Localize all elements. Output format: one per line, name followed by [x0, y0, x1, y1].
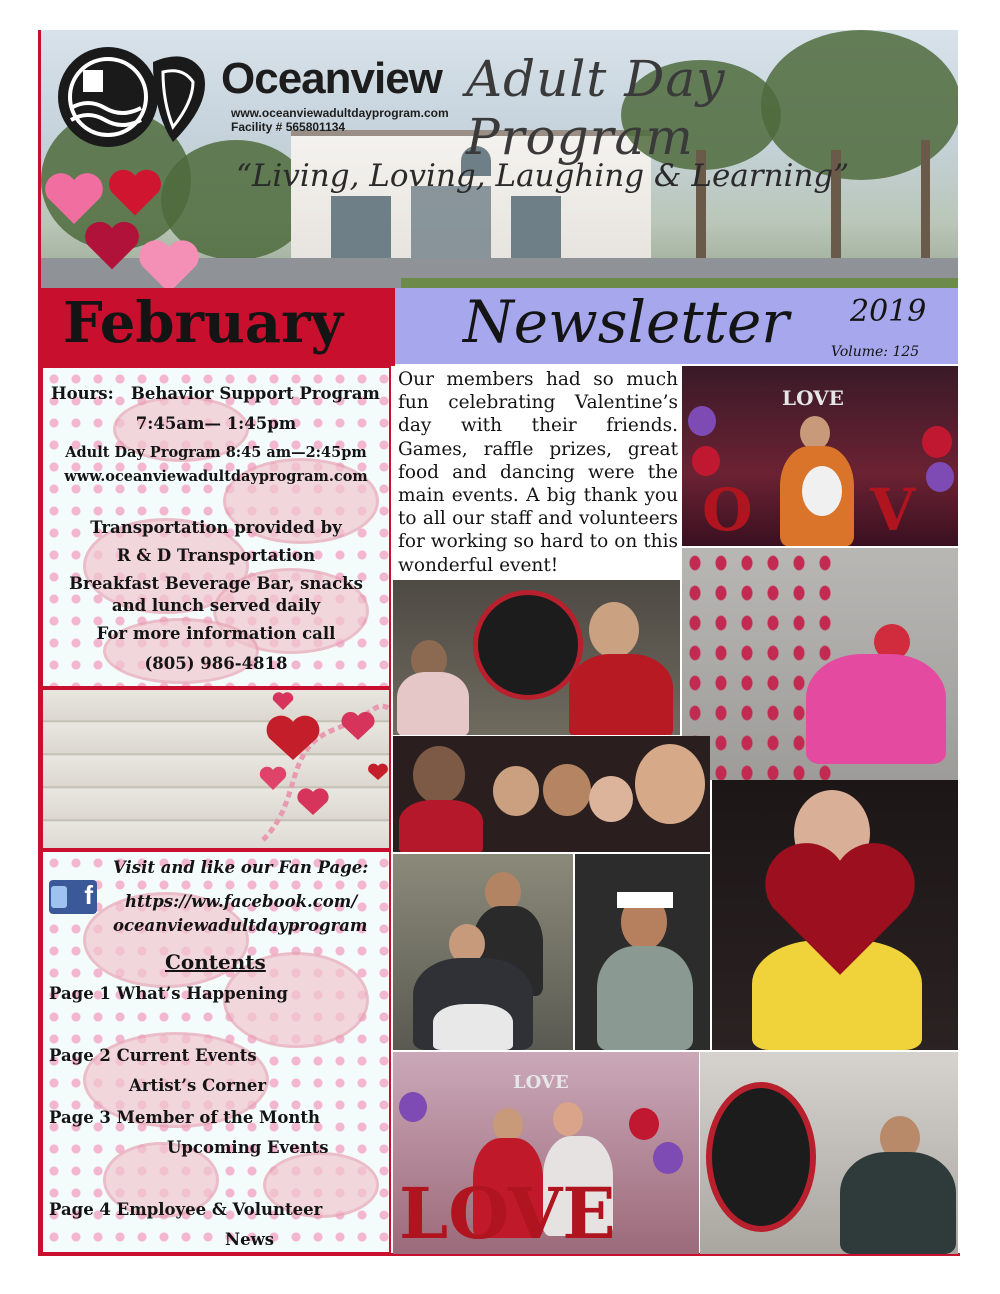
contents-item: Upcoming Events [167, 1138, 329, 1157]
contents-heading: Contents [165, 950, 266, 974]
heart-icon [84, 220, 140, 272]
love-sign-2: LOVE [513, 1072, 569, 1093]
meals-line2: and lunch served daily [111, 596, 321, 615]
heart-icon [108, 168, 162, 218]
photo-smiling-group [393, 736, 710, 852]
program1-name: Behavior Support Program [130, 384, 380, 403]
hours-line [51, 384, 380, 403]
contents-item: Page 4 Employee & Volunteer [49, 1200, 323, 1219]
brand-name: Oceanview [221, 54, 442, 103]
fan-page-panel [41, 850, 391, 1254]
info-panel [41, 366, 391, 688]
heart-icon [44, 172, 104, 226]
transport-line2: R & D Transportation [116, 546, 316, 565]
photo-game-wheel [393, 580, 680, 735]
facebook-url-line1[interactable]: https://ww.facebook.com/ [125, 892, 358, 911]
teddy-bear [802, 466, 842, 516]
photo-prize-wheel-member [700, 1052, 958, 1254]
info-website: www.oceanviewadultdayprogram.com [64, 468, 368, 485]
story-paragraph: Our members had so much fun celebrating Valentine’s day with their friends. Games, raffle prizes, great food and dancing were the main events. A big thank you to all our staff and volunteers for working so hard to on this wonderful event! [398, 369, 678, 576]
contents-item: Page 3 Member of the Month [49, 1108, 320, 1127]
brand-script-title: Adult Day Program [466, 50, 726, 166]
motto: “Living, Loving, Laughing & Learning” [236, 158, 850, 194]
header-facility: Facility # 565801134 [231, 120, 346, 134]
photo-gift-bag [393, 854, 573, 1050]
love-letters: LOVE [399, 1172, 616, 1254]
facebook-url-line2[interactable]: oceanviewadultdayprogram [113, 916, 368, 935]
program2-hours: Adult Day Program 8:45 am—2:45pm [65, 444, 367, 461]
newsletter-title: Newsletter [463, 288, 790, 356]
contact-line: For more information call [96, 624, 336, 643]
photo-balloon-wall [682, 548, 958, 780]
newsletter-year: 2019 [850, 294, 927, 329]
contents-item: Page 2 Current Events [49, 1046, 257, 1065]
facebook-like-icon[interactable]: f [49, 880, 97, 914]
fan-page-visit: Visit and like our Fan Page: [113, 858, 369, 877]
newsletter-volume: Volume: 125 [831, 344, 920, 360]
newsletter-banner [395, 288, 958, 364]
love-sign: LOVE [782, 386, 844, 410]
hearts-ribbon-decoration [243, 690, 391, 850]
lawn [401, 278, 958, 288]
photo-headband [575, 854, 710, 1050]
month-banner [41, 288, 395, 366]
photo-couple-bears [393, 1052, 699, 1254]
sequin-heart-icon [760, 840, 920, 980]
oceanview-logo [53, 42, 213, 152]
photo-sequin-heart [712, 780, 958, 1050]
contents-item: Artist’s Corner [129, 1076, 267, 1095]
photo-member-with-bear: LOVE O V [682, 366, 958, 546]
header-website-facility [231, 106, 449, 134]
header-website: www.oceanviewadultdayprogram.com [231, 106, 449, 120]
month-title: February [63, 290, 344, 356]
prize-wheel-2 [706, 1082, 816, 1232]
meals-line1: Breakfast Beverage Bar, snacks [69, 574, 363, 593]
transport-line1: Transportation provided by [90, 518, 342, 537]
program1-hours: 7:45am— 1:45pm [135, 414, 297, 433]
wood-hearts-image [41, 688, 391, 850]
prize-wheel [473, 590, 583, 700]
phone-number: (805) 986-4818 [144, 654, 288, 673]
hours-label: Hours: [51, 384, 114, 403]
contents-item: News [225, 1230, 275, 1249]
contents-item: Page 1 What’s Happening [49, 984, 288, 1003]
